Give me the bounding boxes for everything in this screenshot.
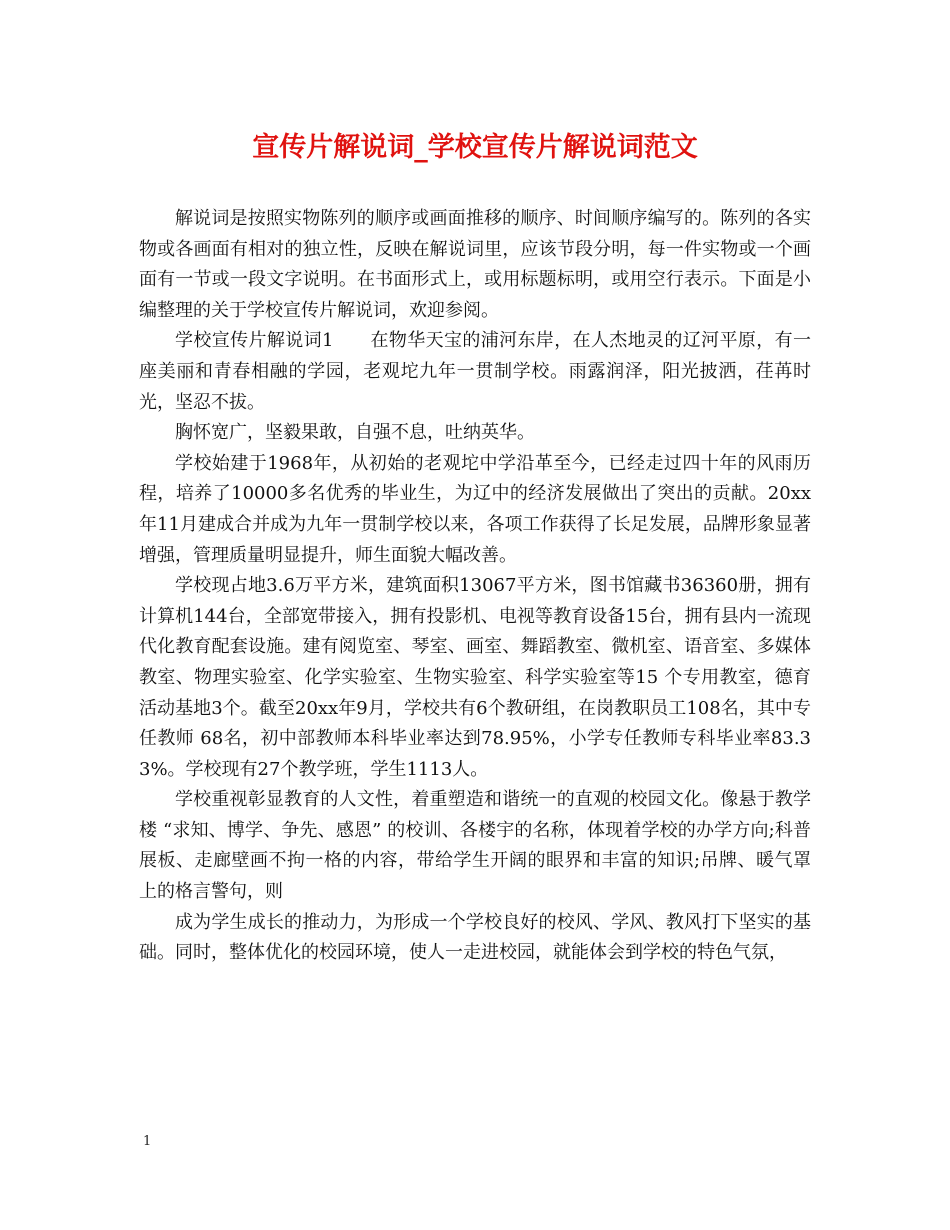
body-paragraph: 学校重视彰显教育的人文性，着重塑造和谐统一的直观的校园文化。像悬于教学楼 “求知、博学、争先、感恩” 的校训、各楼宇的名称，体现着学校的办学方向;科普展板、走廊壁画不拘一格的内容，带给学生开阔的眼界和丰富的知识;吊牌、暖气罩上的格言警句，则 (139, 789, 811, 903)
page-number: 1 (143, 1134, 152, 1149)
body-paragraph: 学校宣传片解说词1 在物华天宝的浦河东岸，在人杰地灵的辽河平原，有一座美丽和青春相融的学园，老观坨九年一贯制学校。雨露润泽，阳光披洒，荏苒时光，坚忍不拔。 (139, 330, 811, 413)
body-paragraph: 学校现占地3.6万平方米，建筑面积13067平方米，图书馆藏书36360册，拥有计算机144台，全部宽带接入，拥有投影机、电视等教育设备15台，拥有县内一流现代化教育配套设施。建有阅览室、琴室、画室、舞蹈教室、微机室、语音室、多媒体教室、物理实验室、化学实验室、生物实验室、科学实验室等15 个专用教室，德育活动基地3个。截至20xx年9月，学校共有6个教研组，在岗教职员工108名，其中专任教师 68名，初中部教师本科毕业率达到78.95%，小学专任教师专科毕业率83.33%。学校现有27个教学班，学生1113人。 (139, 575, 811, 780)
document-title: 宣传片解说词_学校宣传片解说词范文 (252, 132, 698, 163)
body-paragraph: 学校始建于1968年，从初始的老观坨中学沿革至今，已经走过四十年的风雨历程，培养了10000多名优秀的毕业生，为辽中的经济发展做出了突出的贡献。20xx年11月建成合并成为九年一贯制学校以来，各项工作获得了长足发展，品牌形象显著增强，管理质量明显提升，师生面貌大幅改善。 (139, 452, 811, 566)
document-body (139, 204, 811, 969)
body-paragraph: 解说词是按照实物陈列的顺序或画面推移的顺序、时间顺序编写的。陈列的各实物或各画面有相对的独立性，反映在解说词里，应该节段分明，每一件实物或一个画面有一节或一段文字说明。在书面形式上，或用标题标明，或用空行表示。下面是小编整理的关于学校宣传片解说词，欢迎参阅。 (139, 208, 811, 321)
body-paragraph: 成为学生成长的推动力，为形成一个学校良好的校风、学风、教风打下坚实的基础。同时，整体优化的校园环境，使人一走进校园，就能体会到学校的特色气氛， (139, 911, 811, 964)
body-paragraph: 胸怀宽广，坚毅果敢，自强不息，吐纳英华。 (175, 422, 535, 444)
